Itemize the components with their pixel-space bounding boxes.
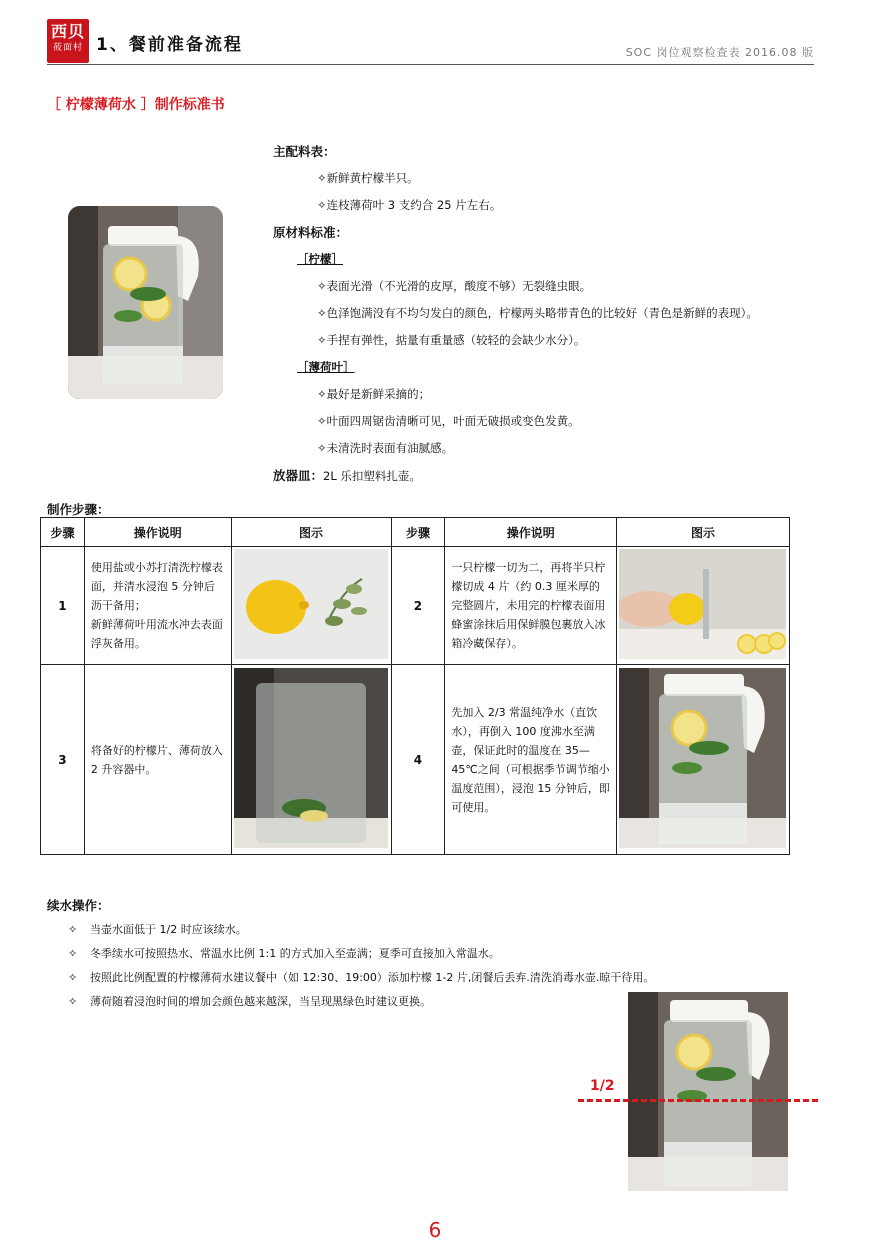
lemon-standard: ✧色泽饱满没有不均匀发白的颜色，柠檬两头略带青色的比较好（青色是新鲜的表现）。 xyxy=(317,306,758,320)
refill-item-text: 冬季续水可按照热水、常温水比例 1:1 的方式加入至壶满；夏季可直接加入常温水。 xyxy=(90,947,500,960)
header-divider xyxy=(47,64,814,65)
refill-level-photo xyxy=(628,992,788,1191)
logo-text-main: 西贝 xyxy=(50,22,85,41)
chapter-title: 1、餐前准备流程 xyxy=(96,35,243,55)
step-photo-lemon-mint xyxy=(231,547,391,665)
standards-title: 原材料标准： xyxy=(273,225,349,240)
table-row xyxy=(41,547,790,665)
step-description: 将备好的柠檬片、薄荷放入 2 升容器中。 xyxy=(84,665,231,855)
container-line xyxy=(273,462,833,490)
step-description: 先加入 2/3 常温纯净水（直饮水），再倒入 100 度沸水至满壶，保证此时的温度在 35—45℃之间（可根据季节调节缩小温度范围），浸泡 15 分钟后，即可使用。 xyxy=(445,665,617,855)
column-header: 步骤 xyxy=(41,518,85,547)
section-title: ［ 柠檬薄荷水 ］制作标准书 xyxy=(47,97,225,113)
list-item xyxy=(68,942,654,966)
container-value: 2L 乐扣塑料扎壶。 xyxy=(323,469,421,483)
steps-table xyxy=(40,517,790,855)
container-label: 放器皿： xyxy=(273,468,324,483)
ingredient-item: ✧新鲜黄柠檬半只。 xyxy=(317,171,419,185)
steps-title: 制作步骤： xyxy=(47,502,110,517)
refill-title: 续水操作： xyxy=(47,898,110,913)
half-level-label: 1/2 xyxy=(590,1078,615,1094)
lemon-label: ［柠檬］ xyxy=(297,252,343,266)
step-description: 一只柠檬一切为二，再将半只柠檬切成 4 片（约 0.3 厘米厚的完整圆片，未用完的柠檬表面用蜂蜜涂抹后用保鲜膜包裹放入冰箱冷藏保存）。 xyxy=(445,547,617,665)
document-label: SOC 岗位观察检查表 2016.08 版 xyxy=(625,46,814,59)
mint-label: ［薄荷叶］ xyxy=(297,360,355,374)
bullet-icon: ✧ xyxy=(68,947,78,960)
ingredient-info xyxy=(273,138,833,490)
brand-logo xyxy=(47,19,89,63)
step-description: 使用盐或小苏打清洗柠檬表面，并清水浸泡 5 分钟后沥干备用； 新鲜薄荷叶用流水冲去表面浮灰备用。 xyxy=(84,547,231,665)
bullet-icon: ✧ xyxy=(68,971,78,984)
step-photo-filled-pitcher xyxy=(616,665,789,855)
step-photo-slicing-lemon xyxy=(616,547,789,665)
refill-item-text: 薄荷随着浸泡时间的增加会颜色越来越深，当呈现黑绿色时建议更换。 xyxy=(90,995,431,1008)
column-header: 操作说明 xyxy=(445,518,617,547)
refill-item-text: 按照此比例配置的柠檬薄荷水建议餐中（如 12:30、19:00）添加柠檬 1-2 片,闭餐后丢弃.清洗消毒水壶.晾干待用。 xyxy=(90,971,655,984)
refill-list xyxy=(68,918,654,1014)
lemon-standard: ✧表面光滑（不光滑的皮厚，酸度不够）无裂缝虫眼。 xyxy=(317,279,592,293)
step-number: 4 xyxy=(391,665,445,855)
list-item xyxy=(68,966,654,990)
logo-text-sub: 莜面村 xyxy=(52,43,83,53)
refill-item-text: 当壶水面低于 1/2 时应该续水。 xyxy=(90,923,247,936)
pitcher-photo xyxy=(68,206,223,399)
step-number: 1 xyxy=(41,547,85,665)
step-number: 3 xyxy=(41,665,85,855)
step-number: 2 xyxy=(391,547,445,665)
mint-standard: ✧叶面四周锯齿清晰可见，叶面无破损或变色发黄。 xyxy=(317,414,580,428)
list-item xyxy=(68,990,654,1014)
column-header: 图示 xyxy=(616,518,789,547)
step-photo-empty-pitcher xyxy=(231,665,391,855)
mint-standard: ✧最好是新鲜采摘的； xyxy=(317,387,431,401)
lemon-standard: ✧手捏有弹性，掂量有重量感（较轻的会缺少水分）。 xyxy=(317,333,586,347)
column-header: 步骤 xyxy=(391,518,445,547)
table-header-row xyxy=(41,518,790,547)
list-item xyxy=(68,918,654,942)
table-row xyxy=(41,665,790,855)
ingredient-item: ✧连枝薄荷叶 3 支约合 25 片左右。 xyxy=(317,198,502,212)
column-header: 操作说明 xyxy=(84,518,231,547)
page-number: 6 xyxy=(428,1218,442,1242)
half-level-line xyxy=(578,1099,818,1102)
mint-standard: ✧未清洗时表面有油腻感。 xyxy=(317,441,454,455)
bullet-icon: ✧ xyxy=(68,923,78,936)
ingredients-title: 主配料表： xyxy=(273,144,336,159)
column-header: 图示 xyxy=(231,518,391,547)
bullet-icon: ✧ xyxy=(68,995,78,1008)
